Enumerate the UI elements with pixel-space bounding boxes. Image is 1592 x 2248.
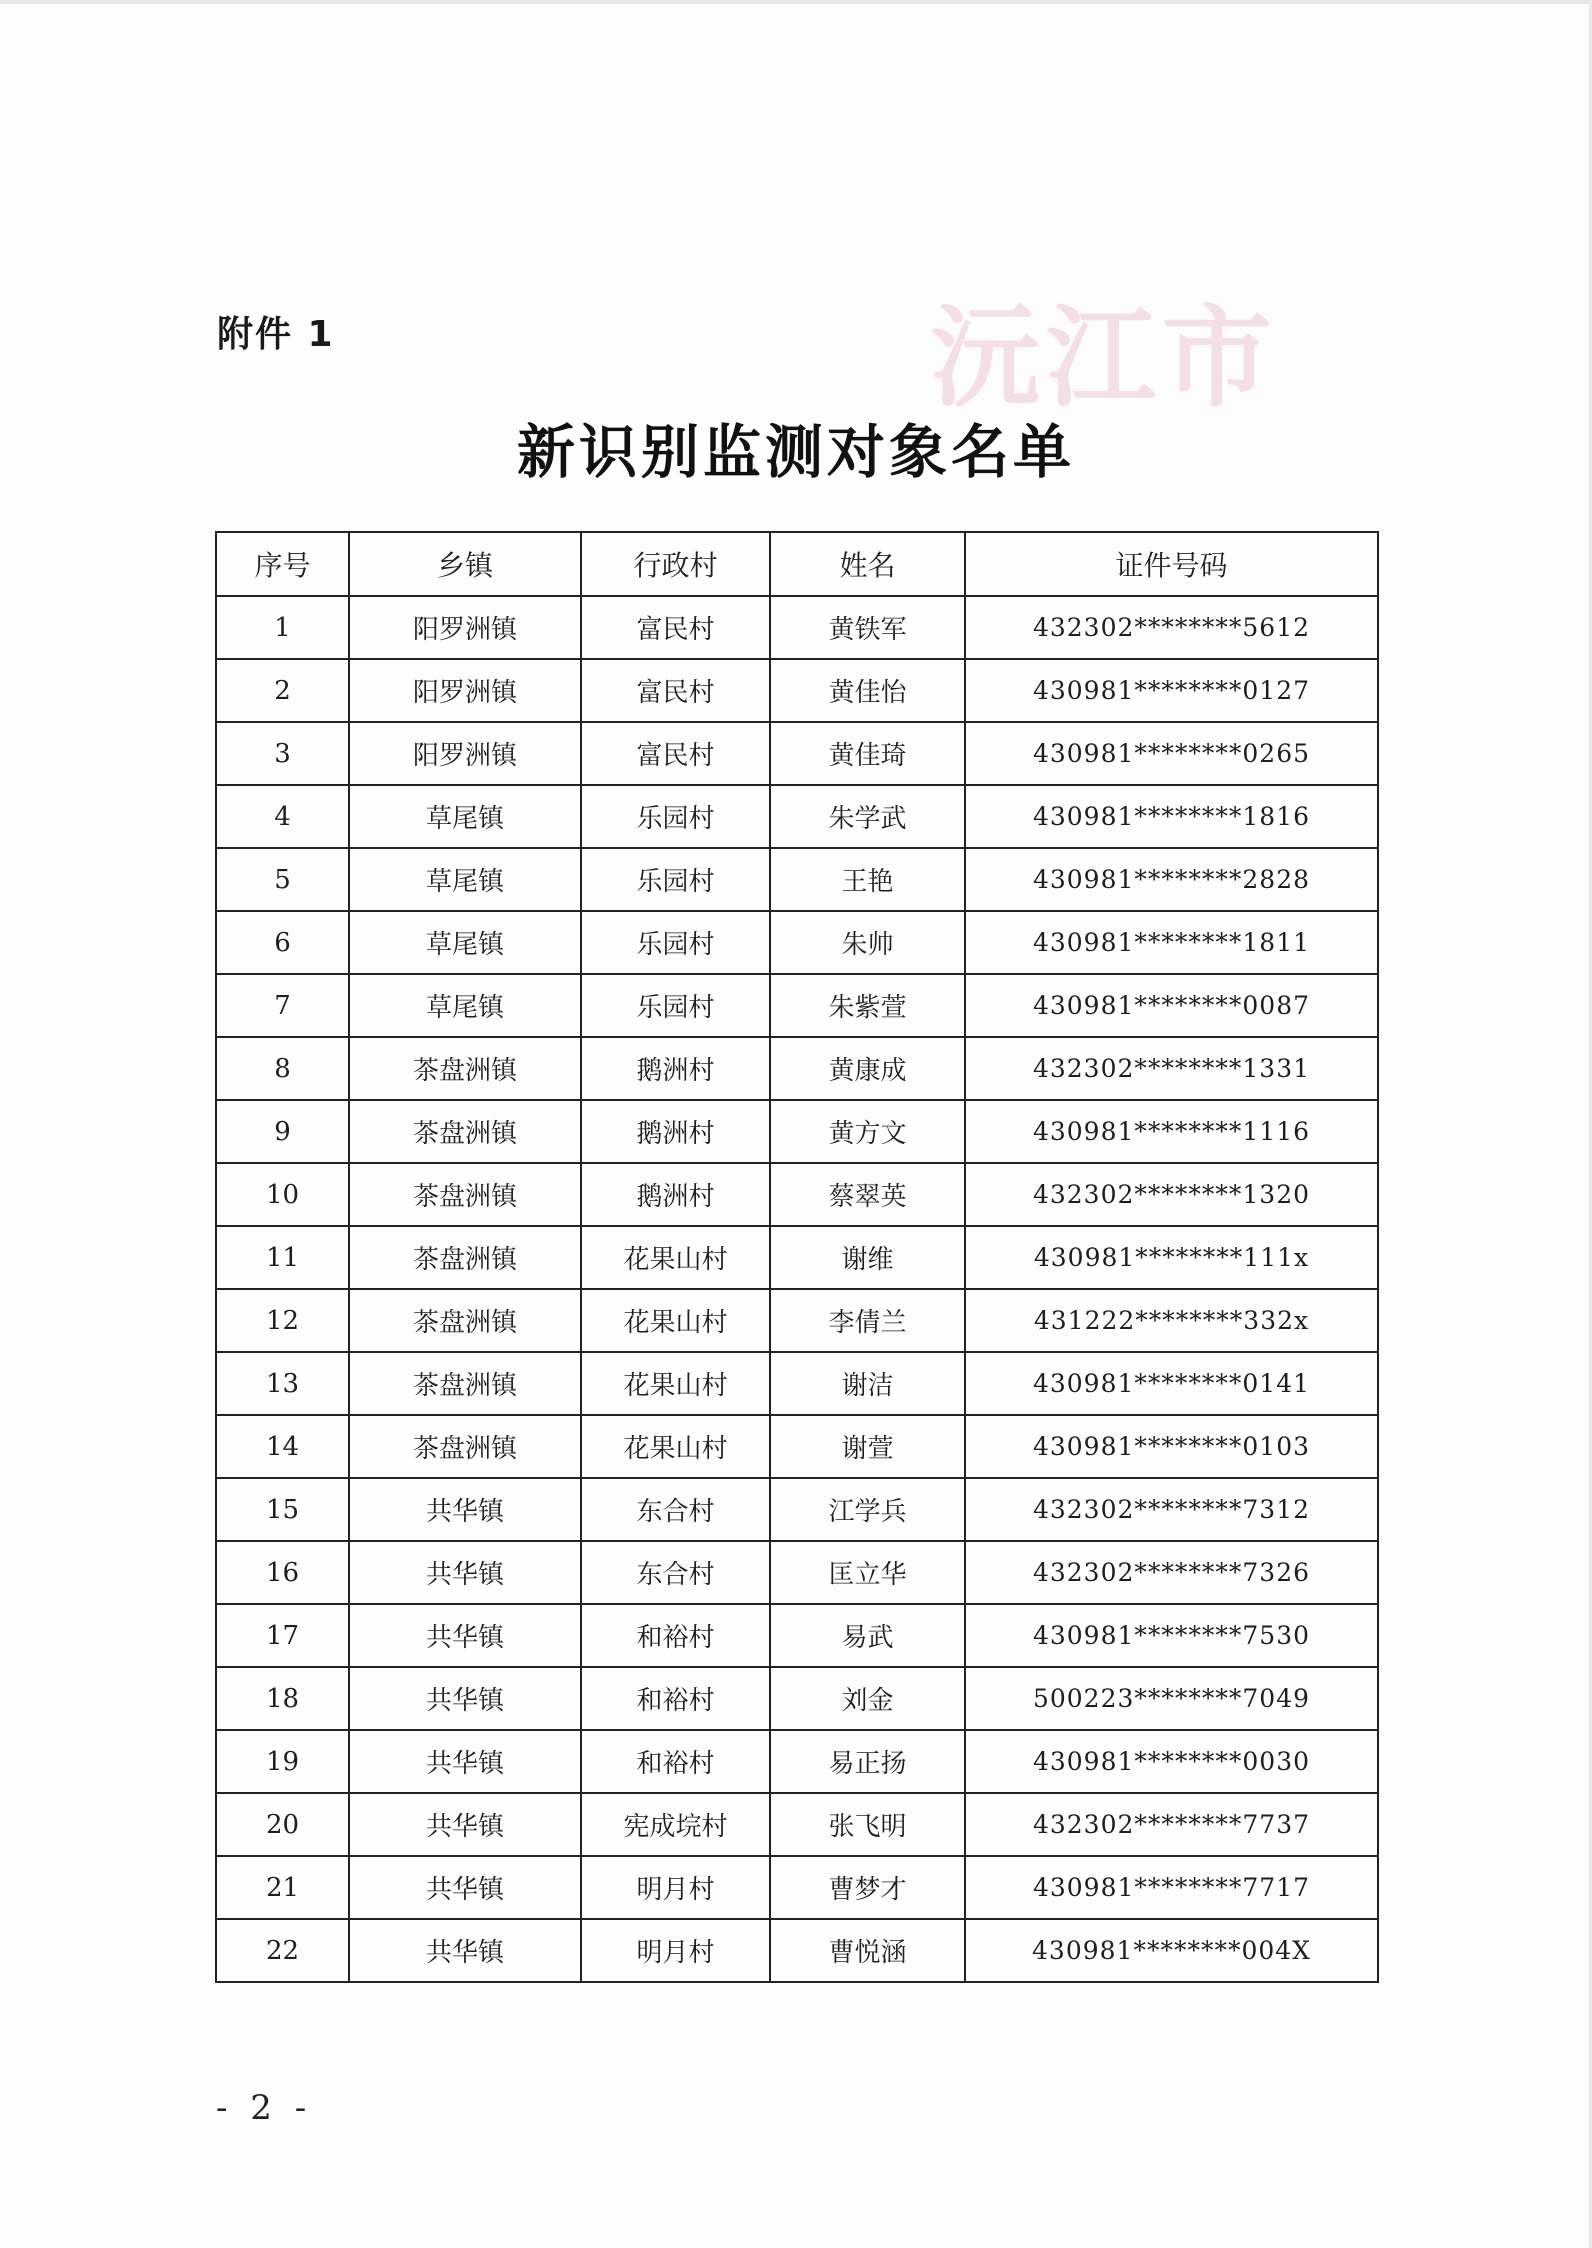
cell-village: 鹅洲村 bbox=[581, 1163, 770, 1226]
cell-index: 9 bbox=[216, 1100, 349, 1163]
cell-name: 王艳 bbox=[770, 848, 965, 911]
page-title: 新识别监测对象名单 bbox=[516, 418, 1075, 486]
cell-township: 茶盘洲镇 bbox=[349, 1226, 581, 1289]
table-row bbox=[216, 1289, 1378, 1352]
cell-id-number: 432302********1320 bbox=[965, 1163, 1378, 1226]
cell-id-number: 430981********0265 bbox=[965, 722, 1378, 785]
cell-village: 乐园村 bbox=[581, 911, 770, 974]
cell-id-number: 430981********1116 bbox=[965, 1100, 1378, 1163]
cell-township: 茶盘洲镇 bbox=[349, 1100, 581, 1163]
table-body bbox=[216, 596, 1378, 1982]
cell-index: 16 bbox=[216, 1541, 349, 1604]
cell-name: 谢维 bbox=[770, 1226, 965, 1289]
cell-index: 11 bbox=[216, 1226, 349, 1289]
cell-name: 张飞明 bbox=[770, 1793, 965, 1856]
cell-township: 阳罗洲镇 bbox=[349, 659, 581, 722]
cell-id-number: 430981********1816 bbox=[965, 785, 1378, 848]
cell-name: 黄佳怡 bbox=[770, 659, 965, 722]
cell-index: 1 bbox=[216, 596, 349, 659]
cell-index: 3 bbox=[216, 722, 349, 785]
cell-id-number: 431222********332x bbox=[965, 1289, 1378, 1352]
cell-name: 曹悦涵 bbox=[770, 1919, 965, 1982]
cell-index: 18 bbox=[216, 1667, 349, 1730]
cell-village: 花果山村 bbox=[581, 1289, 770, 1352]
table-row bbox=[216, 596, 1378, 659]
cell-id-number: 430981********0141 bbox=[965, 1352, 1378, 1415]
cell-id-number: 500223********7049 bbox=[965, 1667, 1378, 1730]
cell-village: 东合村 bbox=[581, 1478, 770, 1541]
cell-name: 李倩兰 bbox=[770, 1289, 965, 1352]
cell-village: 富民村 bbox=[581, 722, 770, 785]
cell-id-number: 430981********7717 bbox=[965, 1856, 1378, 1919]
table-header-row bbox=[216, 532, 1378, 596]
column-header-village: 行政村 bbox=[581, 532, 770, 596]
cell-village: 鹅洲村 bbox=[581, 1100, 770, 1163]
cell-township: 共华镇 bbox=[349, 1856, 581, 1919]
table-row bbox=[216, 1541, 1378, 1604]
cell-id-number: 430981********004X bbox=[965, 1919, 1378, 1982]
table-row bbox=[216, 1919, 1378, 1982]
column-header-township: 乡镇 bbox=[349, 532, 581, 596]
cell-id-number: 432302********5612 bbox=[965, 596, 1378, 659]
cell-id-number: 430981********0127 bbox=[965, 659, 1378, 722]
table-row bbox=[216, 1226, 1378, 1289]
cell-index: 13 bbox=[216, 1352, 349, 1415]
cell-village: 富民村 bbox=[581, 659, 770, 722]
cell-index: 15 bbox=[216, 1478, 349, 1541]
table-row bbox=[216, 1163, 1378, 1226]
cell-name: 黄佳琦 bbox=[770, 722, 965, 785]
table-row bbox=[216, 1352, 1378, 1415]
table-row bbox=[216, 1037, 1378, 1100]
cell-township: 茶盘洲镇 bbox=[349, 1037, 581, 1100]
cell-index: 12 bbox=[216, 1289, 349, 1352]
cell-village: 花果山村 bbox=[581, 1415, 770, 1478]
cell-id-number: 430981********0087 bbox=[965, 974, 1378, 1037]
cell-township: 共华镇 bbox=[349, 1478, 581, 1541]
cell-township: 茶盘洲镇 bbox=[349, 1352, 581, 1415]
cell-id-number: 430981********111x bbox=[965, 1226, 1378, 1289]
cell-index: 21 bbox=[216, 1856, 349, 1919]
table-row bbox=[216, 1478, 1378, 1541]
cell-village: 花果山村 bbox=[581, 1352, 770, 1415]
cell-id-number: 430981********0030 bbox=[965, 1730, 1378, 1793]
cell-village: 富民村 bbox=[581, 596, 770, 659]
cell-village: 乐园村 bbox=[581, 974, 770, 1037]
cell-index: 20 bbox=[216, 1793, 349, 1856]
cell-index: 2 bbox=[216, 659, 349, 722]
cell-village: 明月村 bbox=[581, 1919, 770, 1982]
cell-name: 易正扬 bbox=[770, 1730, 965, 1793]
cell-name: 黄康成 bbox=[770, 1037, 965, 1100]
cell-township: 共华镇 bbox=[349, 1604, 581, 1667]
table-row bbox=[216, 1100, 1378, 1163]
table-row bbox=[216, 911, 1378, 974]
cell-township: 草尾镇 bbox=[349, 911, 581, 974]
cell-village: 鹅洲村 bbox=[581, 1037, 770, 1100]
cell-township: 共华镇 bbox=[349, 1919, 581, 1982]
cell-index: 22 bbox=[216, 1919, 349, 1982]
cell-township: 草尾镇 bbox=[349, 848, 581, 911]
table-row bbox=[216, 785, 1378, 848]
cell-id-number: 430981********7530 bbox=[965, 1604, 1378, 1667]
cell-name: 易武 bbox=[770, 1604, 965, 1667]
cell-id-number: 430981********2828 bbox=[965, 848, 1378, 911]
cell-name: 刘金 bbox=[770, 1667, 965, 1730]
table-row bbox=[216, 659, 1378, 722]
cell-id-number: 432302********7312 bbox=[965, 1478, 1378, 1541]
cell-id-number: 432302********1331 bbox=[965, 1037, 1378, 1100]
cell-village: 宪成垸村 bbox=[581, 1793, 770, 1856]
cell-township: 草尾镇 bbox=[349, 974, 581, 1037]
column-header-index: 序号 bbox=[216, 532, 349, 596]
cell-township: 阳罗洲镇 bbox=[349, 596, 581, 659]
cell-name: 蔡翠英 bbox=[770, 1163, 965, 1226]
cell-index: 4 bbox=[216, 785, 349, 848]
column-header-id-number: 证件号码 bbox=[965, 532, 1378, 596]
cell-name: 朱帅 bbox=[770, 911, 965, 974]
cell-village: 乐园村 bbox=[581, 785, 770, 848]
cell-township: 茶盘洲镇 bbox=[349, 1163, 581, 1226]
cell-name: 谢萱 bbox=[770, 1415, 965, 1478]
cell-village: 明月村 bbox=[581, 1856, 770, 1919]
cell-id-number: 432302********7737 bbox=[965, 1793, 1378, 1856]
cell-township: 茶盘洲镇 bbox=[349, 1415, 581, 1478]
cell-id-number: 432302********7326 bbox=[965, 1541, 1378, 1604]
cell-township: 草尾镇 bbox=[349, 785, 581, 848]
page-number: - 2 - bbox=[216, 2088, 313, 2128]
cell-township: 共华镇 bbox=[349, 1541, 581, 1604]
table-row bbox=[216, 974, 1378, 1037]
cell-township: 茶盘洲镇 bbox=[349, 1289, 581, 1352]
scan-edge-top bbox=[0, 0, 1592, 4]
cell-village: 乐园村 bbox=[581, 848, 770, 911]
column-header-name: 姓名 bbox=[770, 532, 965, 596]
cell-township: 共华镇 bbox=[349, 1667, 581, 1730]
table-row bbox=[216, 1856, 1378, 1919]
cell-township: 阳罗洲镇 bbox=[349, 722, 581, 785]
cell-township: 共华镇 bbox=[349, 1730, 581, 1793]
cell-index: 10 bbox=[216, 1163, 349, 1226]
cell-village: 和裕村 bbox=[581, 1730, 770, 1793]
cell-index: 8 bbox=[216, 1037, 349, 1100]
attachment-label: 附件 1 bbox=[217, 314, 335, 355]
cell-village: 和裕村 bbox=[581, 1604, 770, 1667]
table-row bbox=[216, 1667, 1378, 1730]
cell-name: 江学兵 bbox=[770, 1478, 965, 1541]
cell-name: 黄方文 bbox=[770, 1100, 965, 1163]
table-row bbox=[216, 722, 1378, 785]
cell-township: 共华镇 bbox=[349, 1793, 581, 1856]
cell-village: 花果山村 bbox=[581, 1226, 770, 1289]
cell-name: 曹梦才 bbox=[770, 1856, 965, 1919]
cell-index: 6 bbox=[216, 911, 349, 974]
cell-id-number: 430981********0103 bbox=[965, 1415, 1378, 1478]
cell-name: 匡立华 bbox=[770, 1541, 965, 1604]
table-row bbox=[216, 1730, 1378, 1793]
cell-index: 14 bbox=[216, 1415, 349, 1478]
cell-name: 谢洁 bbox=[770, 1352, 965, 1415]
cell-village: 和裕村 bbox=[581, 1667, 770, 1730]
faded-seal-stamp: 沅江市 bbox=[930, 293, 1278, 422]
table-row bbox=[216, 1415, 1378, 1478]
cell-village: 东合村 bbox=[581, 1541, 770, 1604]
cell-name: 黄铁军 bbox=[770, 596, 965, 659]
cell-index: 19 bbox=[216, 1730, 349, 1793]
table-row bbox=[216, 1604, 1378, 1667]
table-row bbox=[216, 1793, 1378, 1856]
table-row bbox=[216, 848, 1378, 911]
cell-name: 朱学武 bbox=[770, 785, 965, 848]
cell-index: 5 bbox=[216, 848, 349, 911]
cell-id-number: 430981********1811 bbox=[965, 911, 1378, 974]
cell-index: 17 bbox=[216, 1604, 349, 1667]
cell-name: 朱紫萱 bbox=[770, 974, 965, 1037]
monitoring-roster-table bbox=[215, 531, 1379, 1983]
cell-index: 7 bbox=[216, 974, 349, 1037]
